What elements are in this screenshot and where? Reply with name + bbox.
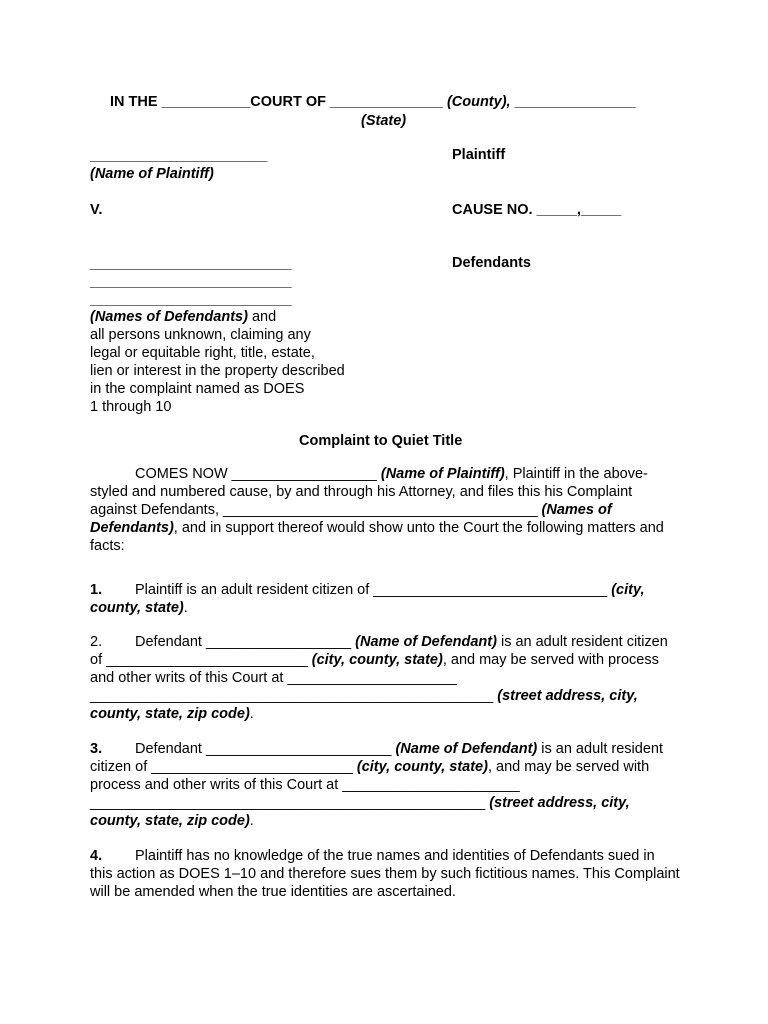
- court-caption-line: IN THE ___________COURT OF ______________: [110, 94, 447, 110]
- paragraph-2: 2. Defendant __________________ (Name of Defendant) is an adult resident citizen of _________________________ (city, county, state), and may be served with process and other writs of this Court at _____________________ __________________________________________________ (street address, city, county, state, zip code).: [90, 634, 668, 722]
- paragraph-4: 4. Plaintiff has no knowledge of the true names and identities of Defendants sued in this action as DOES 1–10 and therefore sues them by such fictitious names. This Complaint will be amended when the true identities are ascertained.: [90, 848, 680, 900]
- county-blank: _______________: [510, 94, 636, 110]
- unknown-persons-line: 1 through 10: [90, 399, 172, 415]
- unknown-persons-line: in the complaint named as DOES: [90, 381, 305, 397]
- county-label: (County),: [446, 94, 511, 110]
- defendant-name-blank: _________________________: [90, 256, 292, 272]
- defendant-name-blank: _________________________: [90, 274, 292, 290]
- unknown-persons-line: legal or equitable right, title, estate,: [90, 345, 315, 361]
- unknown-persons-line: all persons unknown, claiming any: [90, 327, 311, 343]
- defendants-name-label: (Names of Defendants) and: [90, 309, 277, 325]
- paragraph-1: 1. Plaintiff is an adult resident citizen of _____________________________ (city, county, state).: [90, 582, 645, 616]
- document-title: Complaint to Quiet Title: [299, 433, 463, 449]
- plaintiff-name-blank: ______________________: [90, 148, 268, 164]
- intro-paragraph: COMES NOW __________________ (Name of Plaintiff), Plaintiff in the above-styled and numbered cause, by and through his Attorney, and files this his Complaint against Defendants, _______________________________________ (Names of Defendants), and in support thereof would show unto the Court the following matters and facts:: [90, 466, 664, 554]
- unknown-persons-line: lien or interest in the property described: [90, 363, 345, 379]
- paragraph-3: 3. Defendant _______________________ (Name of Defendant) is an adult resident citizen of _________________________ (city, county, state), and may be served with process and other writs of this Court at ______________________ _________________________________________________ (street address, city, county, state, zip code).: [90, 741, 663, 829]
- state-label: (State): [361, 113, 407, 129]
- plaintiff-role-label: Plaintiff: [452, 147, 506, 163]
- plaintiff-name-label: (Name of Plaintiff): [90, 166, 214, 182]
- defendant-name-blank: _________________________: [90, 292, 292, 308]
- defendants-role-label: Defendants: [452, 255, 531, 271]
- cause-number: CAUSE NO. _____,_____: [452, 202, 622, 218]
- court-caption: [110, 93, 636, 111]
- versus-label: V.: [90, 202, 103, 218]
